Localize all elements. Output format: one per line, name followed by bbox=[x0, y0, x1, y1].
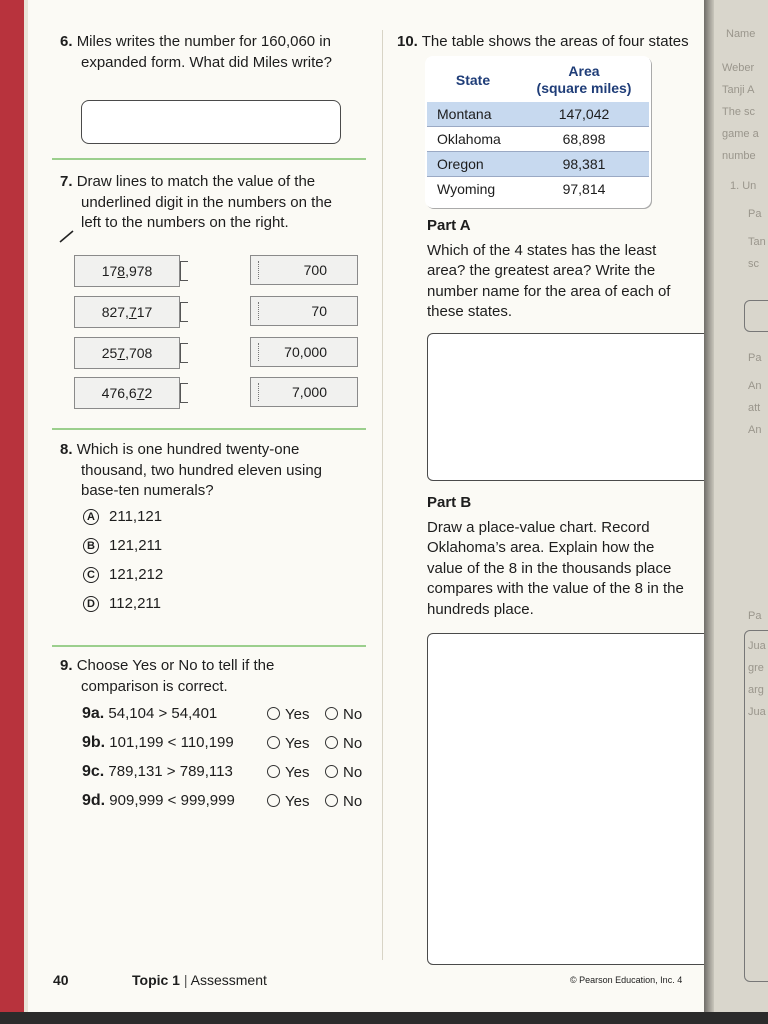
part-b-answer-box[interactable] bbox=[427, 633, 719, 965]
facing-text: Jua bbox=[748, 640, 766, 652]
underlined-digit: 7 bbox=[128, 304, 137, 320]
facing-text: Pa bbox=[748, 208, 762, 220]
item-label: 9b. bbox=[82, 734, 106, 751]
facing-answer-box bbox=[744, 630, 768, 982]
facing-answer-box bbox=[744, 300, 768, 332]
question-7-number: 7. bbox=[60, 173, 73, 190]
facing-text: Jua bbox=[748, 706, 766, 718]
connector-dots bbox=[258, 343, 260, 361]
connector-dots bbox=[258, 261, 260, 279]
option-d-bubble: D bbox=[83, 596, 99, 612]
part-a-answer-box[interactable] bbox=[427, 333, 719, 481]
state-cell: Oklahoma bbox=[427, 127, 519, 152]
item-label: 9d. bbox=[82, 792, 106, 809]
facing-text: numbe bbox=[722, 150, 756, 162]
no-label: No bbox=[343, 735, 363, 752]
part-b bbox=[427, 493, 702, 620]
question-8-line2: thousand, two hundred eleven using bbox=[81, 461, 323, 479]
radio-circle-icon bbox=[325, 765, 338, 778]
yes-label: Yes bbox=[285, 764, 310, 781]
facing-text: Pa bbox=[748, 352, 762, 364]
digit-text: 17 bbox=[136, 304, 153, 320]
digit-text: 827, bbox=[101, 304, 129, 320]
question-9-line1: Choose Yes or No to tell if the bbox=[76, 657, 275, 674]
column-divider bbox=[382, 30, 383, 960]
option-d[interactable] bbox=[83, 595, 161, 612]
area-cell: 98,381 bbox=[519, 152, 649, 177]
yes-label: Yes bbox=[285, 793, 310, 810]
digit-text: 17 bbox=[101, 263, 118, 279]
option-a[interactable] bbox=[83, 508, 162, 525]
page-curl-shadow bbox=[704, 0, 714, 1012]
divider-rule bbox=[52, 645, 366, 647]
question-9-number: 9. bbox=[60, 657, 73, 674]
question-7-line3: left to the numbers on the right. bbox=[81, 214, 289, 231]
place-value: 700 bbox=[303, 262, 327, 278]
underlined-digit: 7 bbox=[136, 385, 145, 401]
radio-circle-icon bbox=[325, 736, 338, 749]
comparison-row-9d bbox=[82, 792, 235, 810]
no-label: No bbox=[343, 764, 363, 781]
footer-topic-label: Topic 1 bbox=[132, 972, 180, 988]
no-option[interactable] bbox=[325, 735, 362, 752]
question-6-text-line1: Miles writes the number for 160,060 in bbox=[76, 33, 331, 50]
area-cell: 68,898 bbox=[519, 127, 649, 152]
table-row bbox=[427, 102, 649, 127]
connector-bracket bbox=[180, 261, 188, 281]
comparison-row-9a bbox=[82, 705, 217, 723]
question-7-line1: Draw lines to match the value of the bbox=[76, 173, 316, 190]
yes-label: Yes bbox=[285, 706, 310, 723]
header-area-line2: (square miles) bbox=[536, 80, 632, 96]
footer-section: Assessment bbox=[190, 972, 267, 988]
question-6-text-line2: expanded form. What did Miles write? bbox=[81, 53, 332, 71]
table-header-row bbox=[427, 58, 649, 102]
pencil-mark-icon bbox=[58, 228, 76, 244]
part-b-line4: compares with the value of the 8 in the bbox=[427, 580, 684, 597]
no-option[interactable] bbox=[325, 793, 362, 810]
comparison-expr: 789,131 > 789,113 bbox=[108, 763, 233, 780]
match-left-box[interactable] bbox=[74, 337, 180, 369]
footer-copyright: © Pearson Education, Inc. 4 bbox=[570, 975, 683, 985]
facing-text: gre bbox=[748, 662, 764, 674]
digit-text: 25 bbox=[101, 345, 118, 361]
place-value: 70 bbox=[311, 303, 327, 319]
part-a-line4: these states. bbox=[427, 303, 513, 320]
option-a-value: 211,121 bbox=[109, 508, 163, 525]
question-8-number: 8. bbox=[60, 441, 73, 458]
connector-dots bbox=[258, 383, 260, 401]
comparison-expr: 101,199 < 110,199 bbox=[109, 734, 234, 751]
part-b-line1: Draw a place-value chart. Record bbox=[427, 518, 650, 536]
comparison-row-9b bbox=[82, 734, 234, 752]
question-10-text: The table shows the areas of four states bbox=[421, 33, 689, 50]
underlined-digit: 8 bbox=[117, 263, 126, 279]
yes-option[interactable] bbox=[267, 706, 309, 723]
option-b[interactable] bbox=[83, 537, 162, 554]
part-a-line1: Which of the 4 states has the least bbox=[427, 241, 657, 259]
question-7-line2: underlined digit in the numbers on the bbox=[81, 193, 333, 211]
match-left-box[interactable] bbox=[74, 377, 180, 409]
facing-text: sc bbox=[748, 258, 759, 270]
part-b-line2: Oklahoma’s area. Explain how the bbox=[427, 539, 655, 556]
yes-option[interactable] bbox=[267, 735, 309, 752]
no-label: No bbox=[343, 706, 363, 723]
radio-circle-icon bbox=[325, 794, 338, 807]
facing-text: An bbox=[748, 380, 762, 392]
yes-option[interactable] bbox=[267, 764, 309, 781]
question-6 bbox=[60, 32, 370, 73]
question-10 bbox=[397, 32, 704, 53]
state-cell: Montana bbox=[427, 102, 519, 127]
part-a-title: Part A bbox=[427, 217, 471, 234]
match-right-box[interactable] bbox=[250, 377, 358, 407]
question-6-number: 6. bbox=[60, 33, 73, 50]
connector-bracket bbox=[180, 343, 188, 363]
facing-text: arg bbox=[748, 684, 764, 696]
underlined-digit: 7 bbox=[117, 345, 126, 361]
part-a bbox=[427, 216, 702, 323]
no-option[interactable] bbox=[325, 706, 362, 723]
footer-topic bbox=[132, 972, 267, 988]
match-right-box[interactable] bbox=[250, 296, 358, 326]
facing-page bbox=[704, 0, 768, 1012]
option-b-value: 121,211 bbox=[109, 537, 163, 554]
digit-text: ,708 bbox=[125, 345, 153, 361]
facing-text: 1. Un bbox=[730, 180, 757, 192]
question-8-line1: Which is one hundred twenty-one bbox=[76, 441, 300, 458]
option-a-bubble: A bbox=[83, 509, 99, 525]
item-label: 9c. bbox=[82, 763, 105, 780]
state-cell: Wyoming bbox=[427, 177, 519, 202]
binding-red-stripe bbox=[0, 0, 24, 1024]
connector-bracket bbox=[180, 383, 188, 403]
facing-text: Tan bbox=[748, 236, 766, 248]
match-left-box[interactable] bbox=[74, 255, 180, 287]
facing-text: Weber bbox=[722, 62, 755, 74]
yes-option[interactable] bbox=[267, 793, 309, 810]
comparison-expr: 909,999 < 999,999 bbox=[109, 792, 235, 809]
option-c[interactable] bbox=[83, 566, 163, 583]
place-value: 7,000 bbox=[291, 384, 327, 400]
radio-circle-icon bbox=[267, 736, 280, 749]
digit-text: ,978 bbox=[125, 263, 153, 279]
part-a-line3: number name for the area of each of bbox=[427, 282, 671, 300]
header-state: State bbox=[427, 58, 519, 102]
radio-circle-icon bbox=[267, 707, 280, 720]
page-number: 40 bbox=[53, 972, 69, 988]
header-area bbox=[519, 58, 649, 102]
option-c-value: 121,212 bbox=[109, 566, 164, 583]
table-row bbox=[427, 177, 649, 202]
part-a-line2: area? the greatest area? Write the bbox=[427, 262, 656, 279]
match-right-box[interactable] bbox=[250, 337, 358, 367]
part-b-line5: hundreds place. bbox=[427, 600, 534, 618]
comparison-expr: 54,104 > 54,401 bbox=[108, 705, 218, 722]
area-table bbox=[427, 58, 649, 201]
radio-circle-icon bbox=[267, 794, 280, 807]
part-b-line3: value of the 8 in the thousands place bbox=[427, 559, 672, 577]
connector-bracket bbox=[180, 302, 188, 322]
item-label: 9a. bbox=[82, 705, 105, 722]
state-cell: Oregon bbox=[427, 152, 519, 177]
facing-text: att bbox=[748, 402, 761, 414]
radio-circle-icon bbox=[267, 765, 280, 778]
digit-text: 476,6 bbox=[101, 385, 137, 401]
option-c-bubble: C bbox=[83, 567, 99, 583]
facing-text: An bbox=[748, 424, 762, 436]
match-right-box[interactable] bbox=[250, 255, 358, 285]
place-value: 70,000 bbox=[284, 344, 327, 360]
yes-label: Yes bbox=[285, 735, 310, 752]
facing-text: The sc bbox=[722, 106, 756, 118]
radio-circle-icon bbox=[325, 707, 338, 720]
footer-separator: | bbox=[183, 972, 188, 988]
option-b-bubble: B bbox=[83, 538, 99, 554]
question-7 bbox=[60, 172, 370, 234]
area-cell: 97,814 bbox=[519, 177, 649, 202]
question-6-answer-box[interactable] bbox=[81, 100, 341, 144]
question-10-number: 10. bbox=[397, 33, 418, 50]
question-8-line3: base-ten numerals? bbox=[81, 482, 214, 499]
facing-text: game a bbox=[722, 128, 759, 140]
divider-rule bbox=[52, 158, 366, 160]
no-option[interactable] bbox=[325, 764, 362, 781]
part-b-title: Part B bbox=[427, 494, 472, 511]
connector-dots bbox=[258, 302, 260, 320]
question-8 bbox=[60, 440, 370, 502]
question-9-line2: comparison is correct. bbox=[81, 677, 228, 695]
digit-text: 2 bbox=[144, 385, 153, 401]
question-9 bbox=[60, 656, 370, 697]
facing-text: Name bbox=[726, 28, 756, 40]
area-cell: 147,042 bbox=[519, 102, 649, 127]
facing-text: Pa bbox=[748, 610, 762, 622]
scan-bottom-edge bbox=[0, 1012, 768, 1024]
header-area-line1: Area bbox=[568, 63, 600, 79]
match-left-box[interactable] bbox=[74, 296, 180, 328]
table-row bbox=[427, 127, 649, 152]
facing-text: Tanji A bbox=[722, 84, 755, 96]
option-d-value: 112,211 bbox=[109, 595, 161, 612]
no-label: No bbox=[343, 793, 363, 810]
divider-rule bbox=[52, 428, 366, 430]
comparison-row-9c bbox=[82, 763, 233, 781]
table-row bbox=[427, 152, 649, 177]
